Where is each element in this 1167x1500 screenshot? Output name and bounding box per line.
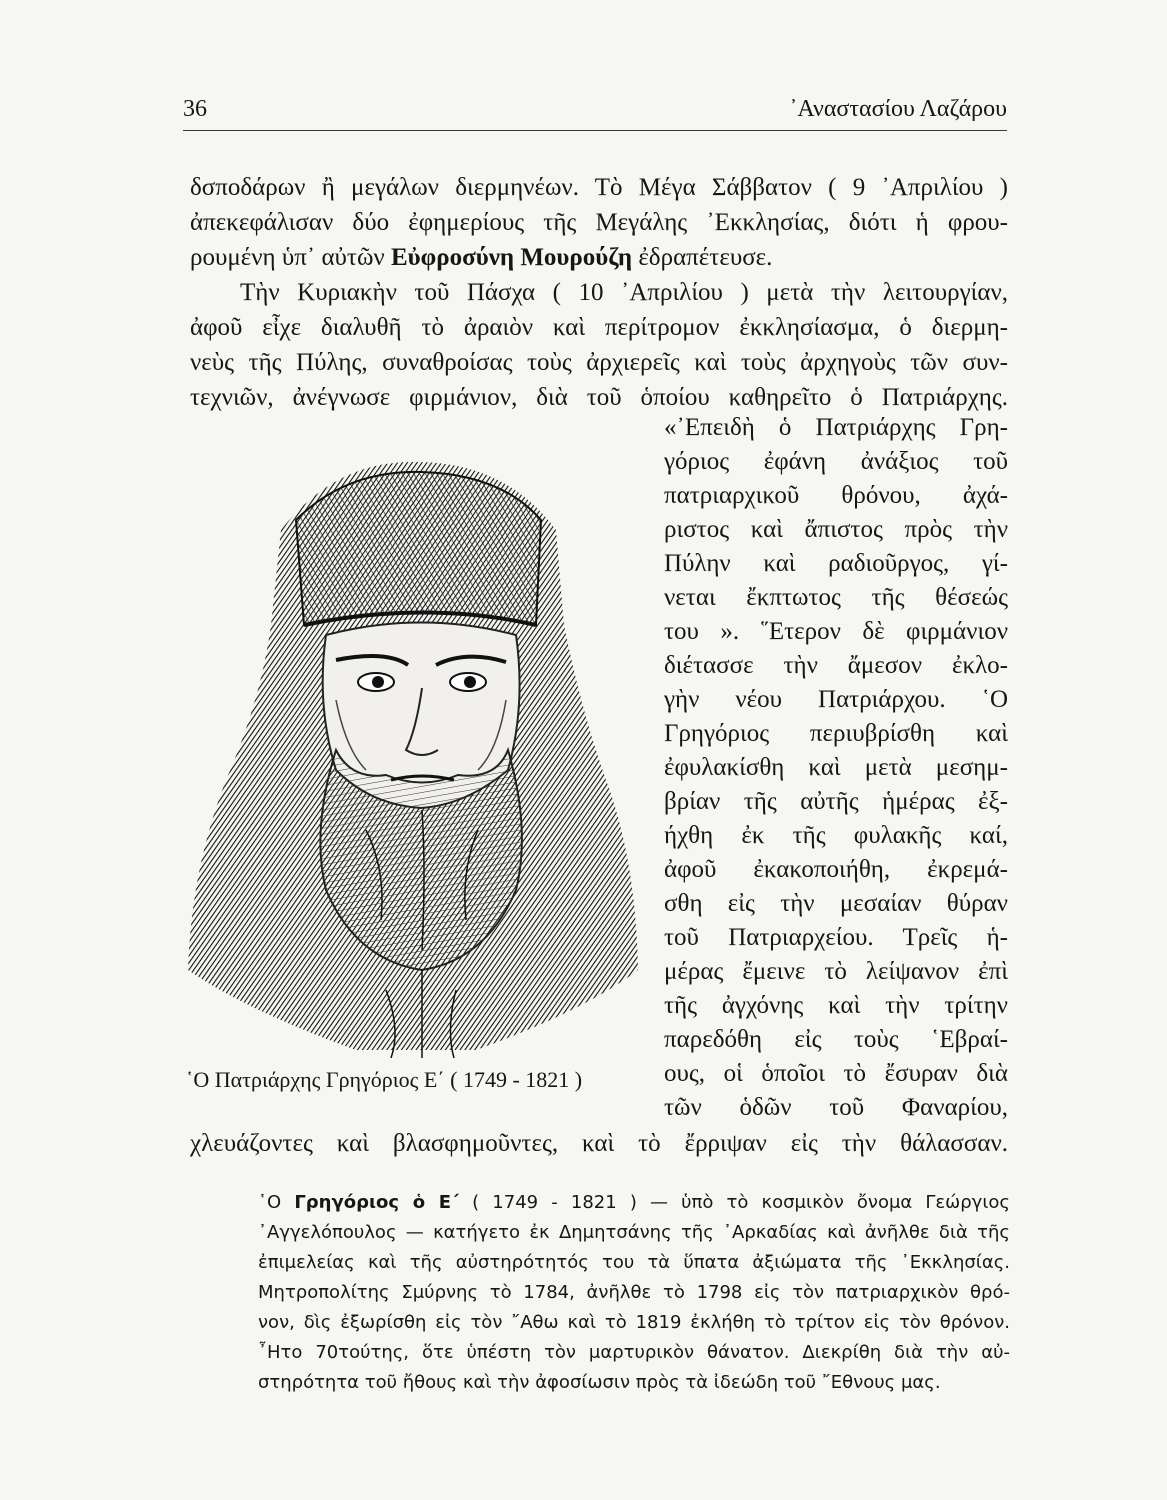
text-line: χλευάζοντες καὶ βλασφημοῦντες, καὶ τὸ ἔρριψαν εἰς τὴν θάλασσαν. bbox=[190, 1130, 1008, 1157]
side-text-line: γὴν νέου Πατριάρχου. ῾Ο bbox=[664, 686, 1008, 713]
text-span: ἐδραπέτευσε. bbox=[638, 244, 773, 271]
side-text-line: πατριαρχικοῦ θρόνου, ἀχά- bbox=[664, 482, 1008, 509]
side-text-line: Γρηγόριος περιυβρίσθη καὶ bbox=[664, 720, 1008, 747]
side-text-line: του ». ῞Ετερον δὲ φιρμάνιον bbox=[664, 618, 1008, 645]
text-line: ἀπεκεφάλισαν δύο ἐφημερίους τῆς Μεγάλης ᾿Εκκλησίας, διότι ἡ φρου- bbox=[190, 209, 1008, 236]
text-line: ἀφοῦ εἶχε διαλυθῆ τὸ ἀραιὸν καὶ περίτρομον ἐκκλησίασμα, ὁ διερμη- bbox=[190, 314, 1008, 341]
text-span: ( 1749 - 1821 ) — ὑπὸ τὸ κοσμικὸν ὄνομα Γεώργιος bbox=[472, 1192, 1010, 1213]
side-text-line: «᾿Επειδὴ ὁ Πατριάρχης Γρη- bbox=[664, 414, 1008, 441]
running-head bbox=[183, 96, 1007, 123]
text-span: ρουμένη ὑπ᾿ αὐτῶν bbox=[190, 244, 385, 271]
side-text-line: ριστος καὶ ἄπιστος πρὸς τὴν bbox=[664, 516, 1008, 543]
side-text-line: ἀφοῦ ἐκακοποιήθη, ἐκρεμά- bbox=[664, 856, 1008, 883]
footnote-line: ᾿Αγγελόπουλος — κατήγετο ἐκ Δημητσάνης τῆς ᾿Αρκαδίας καὶ ἀνῆλθε διὰ τῆς bbox=[258, 1222, 1010, 1243]
side-text-line: βρίαν τῆς αὐτῆς ἡμέρας ἐξ- bbox=[664, 788, 1008, 815]
header-rule bbox=[183, 130, 1007, 131]
footnote-line: στηρότητα τοῦ ἤθους καὶ τὴν ἀφοσίωσιν πρὸς τὰ ἰδεώδη τοῦ ῎Εθνους μας. bbox=[258, 1372, 941, 1393]
figure-caption: ῾Ο Πατριάρχης Γρηγόριος Ε΄ ( 1749 - 1821 ) bbox=[186, 1067, 583, 1092]
text-line: τεχνιῶν, ἀνέγνωσε φιρμάνιον, διὰ τοῦ ὁποίου καθηρεῖτο ὁ Πατριάρχης. bbox=[190, 384, 1008, 411]
text-line bbox=[190, 242, 1008, 274]
footnote-line: Μητροπολίτης Σμύρνης τὸ 1784, ἀνῆλθε τὸ 1798 εἰς τὸν πατριαρχικὸν θρό- bbox=[258, 1282, 1010, 1303]
running-title: ᾿Αναστασίου Λαζάρου bbox=[789, 96, 1007, 122]
text-line: δσποδάρων ἢ μεγάλων διερμηνέων. Τὸ Μέγα Σάββατον ( 9 ᾿Απριλίου ) bbox=[190, 174, 1008, 201]
side-text-line: ἐφυλακίσθη καὶ μετὰ μεσημ- bbox=[664, 754, 1008, 781]
footnote-line bbox=[258, 1188, 1010, 1217]
text-line: νεὺς τῆς Πύλης, συναθροίσας τοὺς ἀρχιερεῖς καὶ τοὺς ἀρχηγοὺς τῶν συν- bbox=[190, 349, 1008, 376]
side-text-line: ήχθη ἐκ τῆς φυλακῆς καί, bbox=[664, 822, 1008, 849]
side-text-line: Πύλην καὶ ραδιοῦργος, γί- bbox=[664, 550, 1008, 577]
footnote-line: ῏Ητο 70τούτης, ὅτε ὑπέστη τὸν μαρτυρικὸν θάνατον. Διεκρίθη διὰ τὴν αὐ- bbox=[258, 1342, 1010, 1363]
side-text-line: γόριος ἐφάνη ἀνάξιος τοῦ bbox=[664, 448, 1008, 475]
side-text-line: μέρας ἔμεινε τὸ λείψανον ἐπὶ bbox=[664, 958, 1008, 985]
side-text-line: διέτασσε τὴν ἄμεσον ἐκλο- bbox=[664, 652, 1008, 679]
bold-name: Γρηγόριος ὁ Ε΄ bbox=[294, 1192, 460, 1213]
text-line: Τὴν Κυριακὴν τοῦ Πάσχα ( 10 ᾿Απριλίου ) μετὰ τὴν λειτουργίαν, bbox=[240, 279, 1008, 306]
side-text-line: ους, οἱ ὁποῖοι τὸ ἔσυραν διὰ bbox=[664, 1060, 1008, 1087]
side-text-line: παρεδόθη εἰς τοὺς ῾Εβραί- bbox=[664, 1026, 1008, 1053]
side-text-line: τῶν ὁδῶν τοῦ Φαναρίου, bbox=[664, 1094, 1008, 1121]
patriarch-portrait-image bbox=[186, 450, 640, 1058]
side-text-line: τῆς ἀγχόνης καὶ τὴν τρίτην bbox=[664, 992, 1008, 1019]
side-text-line: σθη εἰς τὴν μεσαίαν θύραν bbox=[664, 890, 1008, 917]
bold-name: Εὐφροσύνη Μουρούζη bbox=[391, 244, 633, 271]
footnote-line: νον, δὶς ἐξωρίσθη εἰς τὸν ῎Αθω καὶ τὸ 1819 ἐκλήθη τὸ τρίτον εἰς τὸν θρόνον. bbox=[258, 1312, 1010, 1333]
page-number: 36 bbox=[183, 96, 207, 122]
text-span: ῾Ο bbox=[258, 1192, 282, 1213]
side-text-line: νεται ἔκπτωτος τῆς θέσεώς bbox=[664, 584, 1008, 611]
footnote-line: ἐπιμελείας καὶ τῆς αὐστηρότητός του τὰ ὕπατα ἀξιώματα τῆς ᾿Εκκλησίας. bbox=[258, 1252, 1010, 1273]
side-text-line: τοῦ Πατριαρχείου. Τρεῖς ἡ- bbox=[664, 924, 1008, 951]
